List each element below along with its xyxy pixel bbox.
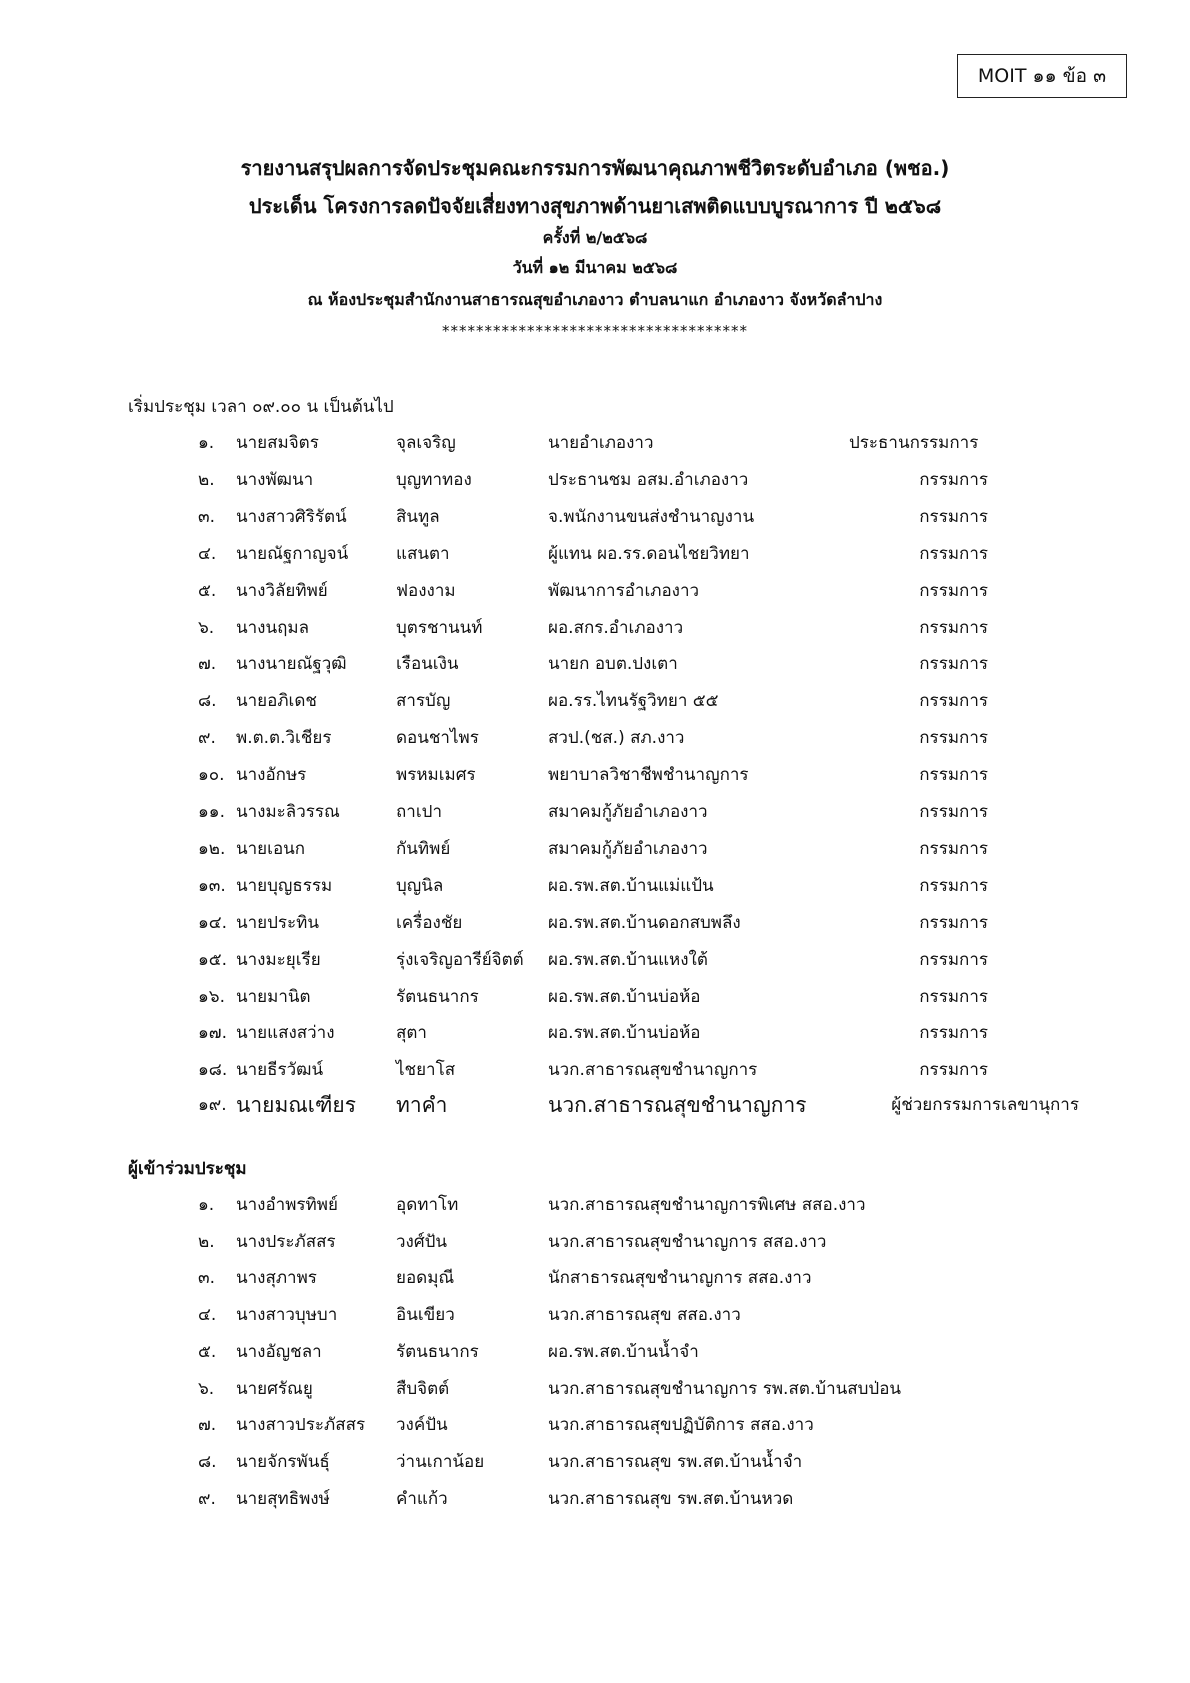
row-number: ๑. [198,1195,215,1215]
first-name: นายเอนก [236,838,306,859]
row-number: ๑. [198,433,215,453]
first-name: นางพัฒนา [236,469,314,490]
position-title: นวก.สาธารณสุขชำนาญการ [548,1060,758,1081]
committee-role: ผู้ช่วยกรรมการเลขานุการ [891,1095,1079,1115]
position-title: นวก.สาธารณสุขปฏิบัติการ สสอ.งาว [548,1415,814,1436]
position-title: นวก.สาธารณสุข รพ.สต.บ้านน้ำจำ [548,1451,803,1472]
committee-role: กรรมการ [919,949,988,970]
attendee-row [0,1447,1190,1477]
row-number: ๕. [198,1341,217,1362]
committee-role: กรรมการ [919,469,988,490]
last-name: ฟองงาม [396,580,456,601]
row-number: ๑๑. [198,802,225,822]
last-name: วงศ์ปัน [396,1231,448,1252]
member-row [0,871,1190,901]
committee-role: กรรมการ [919,580,988,601]
member-row [0,908,1190,938]
attendee-row [0,1300,1190,1330]
committee-role: กรรมการ [919,986,988,1007]
last-name: รุ่งเจริญอารีย์จิตต์ [396,949,524,970]
member-row [0,686,1190,716]
attendee-row [0,1337,1190,1367]
position-title: สมาคมกู้ภัยอำเภองาว [548,838,708,859]
last-name: สืบจิตต์ [396,1378,450,1399]
committee-role: กรรมการ [919,912,988,933]
member-row [0,502,1190,532]
attendee-row [0,1227,1190,1257]
row-number: ๗. [198,1415,217,1436]
committee-role: กรรมการ [919,1023,988,1044]
first-name: นางนฤมล [236,617,310,638]
row-number: ๔. [198,543,217,564]
member-row [0,1090,1190,1120]
first-name: นางประภัสสร [236,1231,336,1252]
committee-role: กรรมการ [919,875,988,896]
last-name: ยอดมุณี [396,1268,455,1289]
last-name: ถาเปา [396,802,442,822]
position-title: นวก.สาธารณสุข สสอ.งาว [548,1305,741,1326]
member-row [0,1018,1190,1048]
row-number: ๒. [198,1231,215,1252]
committee-role: ประธานกรรมการ [849,433,979,453]
last-name: กันทิพย์ [396,838,451,859]
row-number: ๗. [198,654,217,675]
last-name: สุตา [396,1023,427,1044]
row-number: ๑๖. [198,986,225,1007]
first-name: นางสาวบุษบา [236,1305,338,1326]
committee-role: กรรมการ [919,617,988,638]
position-title: ประธานชม อสม.อำเภองาว [548,469,749,490]
position-title: พยาบาลวิชาชีพชำนาญการ [548,765,749,786]
row-number: ๑๘. [198,1060,228,1081]
last-name: บุญทาทอง [396,469,472,490]
committee-role: กรรมการ [919,1060,988,1081]
member-row [0,465,1190,495]
row-number: ๑๙. [198,1095,227,1115]
row-number: ๘. [198,1451,217,1472]
committee-role: กรรมการ [919,654,988,675]
last-name: วงค์ปัน [396,1415,448,1436]
first-name: พ.ต.ต.วิเชียร [236,728,332,749]
report-title: รายงานสรุปผลการจัดประชุมคณะกรรมการพัฒนาคุณภาพชีวิตระดับอำเภอ (พชอ.) [240,156,950,180]
row-number: ๖. [198,617,215,638]
member-row [0,576,1190,606]
attendees-heading: ผู้เข้าร่วมประชุม [128,1159,247,1179]
row-number: ๑๔. [198,912,228,933]
row-number: ๑๓. [198,875,226,896]
position-title: นวก.สาธารณสุขชำนาญการพิเศษ สสอ.งาว [548,1195,866,1215]
member-row [0,539,1190,569]
last-name: รัตนธนากร [396,986,479,1007]
position-title: นวก.สาธารณสุขชำนาญการ [548,1093,807,1117]
row-number: ๑๐. [198,765,225,786]
position-title: ผอ.รพ.สต.บ้านแม่แป้น [548,875,714,896]
committee-role: กรรมการ [919,543,988,564]
last-name: บุตรชานนท์ [396,617,483,638]
position-title: ผอ.รพ.สต.บ้านบ่อห้อ [548,986,701,1007]
member-row [0,945,1190,975]
row-number: ๑๗. [198,1023,227,1044]
row-number: ๕. [198,580,217,601]
committee-role: กรรมการ [919,802,988,822]
row-number: ๖. [198,1378,215,1399]
position-title: ผู้แทน ผอ.รร.ดอนไชยวิทยา [548,543,750,564]
first-name: นายจักรพันธุ์ [236,1451,330,1472]
position-title: สมาคมกู้ภัยอำเภองาว [548,802,708,822]
first-name: นางสาวศิริรัตน์ [236,506,347,527]
last-name: พรหมเมศร [396,765,476,786]
last-name: ว่านเกาน้อย [396,1451,485,1472]
last-name: แสนตา [396,543,450,564]
last-name: ดอนชาไพร [396,728,479,749]
first-name: นายสมจิตร [236,433,319,453]
first-name: นายสุทธิพงษ์ [236,1488,330,1509]
first-name: นางวิลัยทิพย์ [236,580,328,601]
last-name: คำแก้ว [396,1488,448,1509]
row-number: ๙. [198,1488,216,1509]
attendee-row [0,1484,1190,1514]
last-name: สินทูล [396,506,440,527]
session-number: ครั้งที่ ๒/๒๕๖๘ [542,228,648,247]
member-row [0,428,1190,458]
row-number: ๔. [198,1305,217,1326]
row-number: ๒. [198,469,215,490]
last-name: ไชยาโส [396,1060,456,1081]
member-row [0,1055,1190,1085]
member-row [0,649,1190,679]
first-name: นางสุภาพร [236,1268,317,1289]
position-title: ผอ.รพ.สต.บ้านแหงใต้ [548,949,708,970]
last-name: บุญนิล [396,875,444,896]
position-title: จ.พนักงานขนส่งชำนาญงาน [548,506,755,527]
position-title: นวก.สาธารณสุขชำนาญการ สสอ.งาว [548,1231,827,1252]
member-row [0,982,1190,1012]
first-name: นางอักษร [236,765,307,786]
last-name: จุลเจริญ [396,433,456,453]
position-title: ผอ.รพ.สต.บ้านน้ำจำ [548,1341,699,1362]
first-name: นางมะลิวรรณ [236,802,340,822]
meeting-start: เริ่มประชุม เวลา ๐๙.๐๐ น เป็นต้นไป [128,397,394,417]
position-title: นวก.สาธารณสุข รพ.สต.บ้านหวด [548,1488,794,1509]
member-row [0,613,1190,643]
first-name: นายศรัณยู [236,1378,313,1399]
position-title: พัฒนาการอำเภองาว [548,580,700,601]
member-row [0,797,1190,827]
first-name: นายมณเฑียร [236,1093,356,1117]
row-number: ๑๕. [198,949,228,970]
first-name: นายประทิน [236,912,320,933]
last-name: อุดทาโท [396,1195,459,1215]
first-name: นายอภิเดช [236,691,317,712]
row-number: ๑๒. [198,838,226,859]
report-subtitle: ประเด็น โครงการลดปัจจัยเสี่ยงทางสุขภาพด้านยาเสพติดแบบบูรณาการ ปี ๒๕๖๘ [248,194,942,218]
position-title: นายก อบต.ปงเตา [548,654,678,675]
separator-line: ************************************ [442,322,748,340]
first-name: นายมานิต [236,986,311,1007]
member-row [0,760,1190,790]
attendee-row [0,1263,1190,1293]
last-name: สารบัญ [396,691,451,712]
first-name: นางอัญชลา [236,1341,322,1362]
position-title: ผอ.รพ.สต.บ้านดอกสบพลึง [548,912,741,933]
committee-role: กรรมการ [919,838,988,859]
row-number: ๙. [198,728,216,749]
row-number: ๓. [198,1268,216,1289]
first-name: นายแสงสว่าง [236,1023,335,1044]
position-title: นายอำเภองาว [548,433,654,453]
position-title: ผอ.รพ.สต.บ้านบ่อห้อ [548,1023,701,1044]
position-title: นักสาธารณสุขชำนาญการ สสอ.งาว [548,1268,812,1289]
last-name: อินเขียว [396,1305,455,1326]
first-name: นายณัฐกาญจน์ [236,543,349,564]
first-name: นางนายณัฐวุฒิ [236,654,347,675]
attendee-row [0,1190,1190,1220]
first-name: นางมะยุเรีย [236,949,321,970]
row-number: ๓. [198,506,216,527]
document-tag: MOIT ๑๑ ข้อ ๓ [957,54,1127,98]
committee-role: กรรมการ [919,506,988,527]
last-name: รัตนธนากร [396,1341,479,1362]
row-number: ๘. [198,691,217,712]
first-name: นางสาวประภัสสร [236,1415,366,1436]
position-title: นวก.สาธารณสุขชำนาญการ รพ.สต.บ้านสบป่อน [548,1378,902,1399]
first-name: นายธีรวัฒน์ [236,1060,324,1081]
last-name: เรือนเงิน [396,654,459,675]
committee-role: กรรมการ [919,728,988,749]
position-title: ผอ.รร.ไทนรัฐวิทยา ๕๕ [548,691,719,712]
committee-role: กรรมการ [919,691,988,712]
attendee-row [0,1374,1190,1404]
first-name: นางอำพรทิพย์ [236,1195,338,1215]
attendee-row [0,1410,1190,1440]
member-row [0,723,1190,753]
committee-role: กรรมการ [919,765,988,786]
member-row [0,834,1190,864]
position-title: ผอ.สกร.อำเภองาว [548,617,684,638]
position-title: สวป.(ชส.) สภ.งาว [548,728,685,749]
last-name: เครื่องชัย [396,912,463,933]
last-name: ทาคำ [396,1093,448,1117]
meeting-venue: ณ ห้องประชุมสำนักงานสาธารณสุขอำเภองาว ตำบลนาแก อำเภองาว จังหวัดลำปาง [307,290,883,309]
meeting-date: วันที่ ๑๒ มีนาคม ๒๕๖๘ [512,258,678,277]
first-name: นายบุญธรรม [236,875,333,896]
